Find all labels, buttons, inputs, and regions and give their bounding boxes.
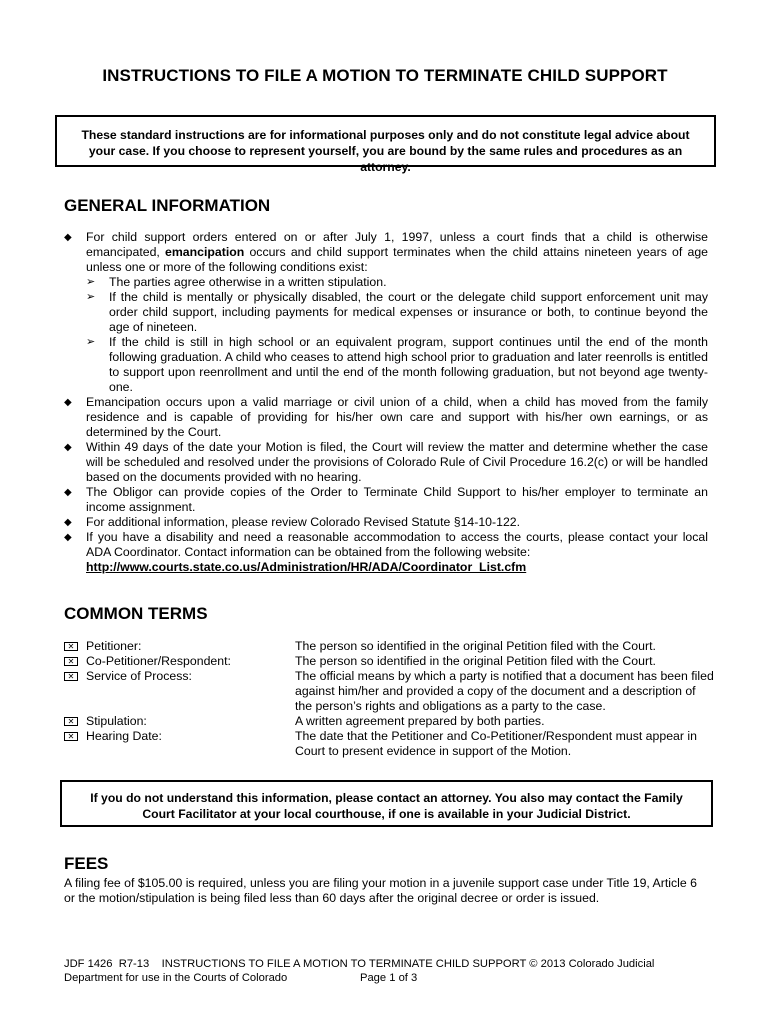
contact-attorney-text: If you do not understand this information, please contact an attorney. You also may contact the Family Court Facilitator at your local courthouse, if one is available in your Judicial District. [90,791,683,821]
term-name: Co-Petitioner/Respondent: [86,654,231,668]
checkbox-x-icon: ✕ [64,672,78,681]
arrow-bullet-icon: ➢ [86,291,96,303]
list-item: ◆ Within 49 days of the date your Motion is filed, the Court will review the matter and determine whether the case will be scheduled and resolved under the provisions of Colorado Rule of Civil Procedure 16.2(c) or will be handled based on the documents provided with no hearing. [64,440,708,484]
term-row [64,729,714,759]
term-definition: The official means by which a party is notified that a document has been filed against him/her and provided a copy of the document and a description of the person’s rights and obligations as a party to the case. [295,669,714,713]
term-definition: The person so identified in the original Petition filed with the Court. [295,639,656,653]
revision: R7-13 [118,958,150,970]
conditions-sublist [86,275,708,395]
diamond-bullet-icon: ◆ [64,442,72,453]
diamond-bullet-icon: ◆ [64,397,72,408]
common-terms-heading: COMMON TERMS [64,604,208,623]
term-name: Stipulation: [86,714,147,728]
term-row [64,714,714,729]
checkbox-x-icon: ✕ [64,732,78,741]
footer-title: INSTRUCTIONS TO FILE A MOTION TO TERMINATE CHILD SUPPORT © 2013 Colorado Judicial [161,958,655,970]
term-row [64,639,714,654]
disclaimer-text: These standard instructions are for informational purposes only and do not constitute legal advice about your case. If you choose to represent yourself, you are bound by the same rules and procedures as an attorney. [81,128,690,174]
fees-heading: FEES [64,854,109,873]
term-definition: The person so identified in the original Petition filed with the Court. [295,654,656,668]
page-number: Page 1 of 3 [360,972,418,984]
arrow-bullet-icon: ➢ [86,276,96,288]
ada-coordinator-link[interactable]: http://www.courts.state.co.us/Administration/HR/ADA/Coordinator_List.cfm [86,560,527,574]
general-information-list [64,230,708,575]
footer-department: Department for use in the Courts of Colorado [64,972,288,984]
diamond-bullet-icon: ◆ [64,232,72,243]
checkbox-x-icon: ✕ [64,642,78,651]
list-item: ◆ For additional information, please review Colorado Revised Statute §14-10-122. [64,515,521,529]
term-row [64,669,714,714]
term-name: Petitioner: [86,639,142,653]
page-title: INSTRUCTIONS TO FILE A MOTION TO TERMINATE CHILD SUPPORT [102,66,668,85]
sub-list-item: ➢ If the child is still in high school or an equivalent program, support continues until the end of the month following graduation. A child who ceases to attend high school prior to graduation and later reenrolls is entitled to support upon reenrollment and until the end of the month following graduation, but not beyond age twenty-one. [86,335,708,394]
term-name: Hearing Date: [86,729,162,743]
general-information-heading: GENERAL INFORMATION [64,196,271,215]
contact-attorney-box [60,780,713,827]
sub-list-item: ➢ If the child is mentally or physically disabled, the court or the delegate child support enforcement unit may order child support, including payments for medical expenses or insurance or both, to continue beyond the age of nineteen. [86,290,708,334]
checkbox-x-icon: ✕ [64,717,78,726]
term-definition: A written agreement prepared by both parties. [295,714,545,728]
list-item: ◆ If you have a disability and need a reasonable accommodation to access the courts, please contact your local ADA Coordinator. Contact information can be obtained from the following website: http://www.courts.state.co.us/Administration/HR/ADA/Coordinator_List.cfm [64,530,708,574]
list-item: ◆ Emancipation occurs upon a valid marriage or civil union of a child, when a child has moved from the family residence and is capable of providing for his/her own care and support with his/her own earnings, or as determined by the Court. [64,395,708,439]
form-id: JDF 1426 [64,958,113,970]
diamond-bullet-icon: ◆ [64,532,72,543]
arrow-bullet-icon: ➢ [86,336,96,348]
list-item: ◆ For child support orders entered on or after July 1, 1997, unless a court finds that a child is otherwise emancipated, emancipation occurs and child support terminates when the child attains nineteen years of age unless one or more of the following conditions exist: ➢ The parties agree otherwise in a written stipulation. ➢ If the child is mentally or physically disabled, the court or the delegate child support enforcement unit may order child support, including payments for medical expenses or insurance or both, to continue beyond the age of nineteen. ➢ If the child is still in high school or an equivalent program, support continues until the end of the month following graduation. A child who ceases to attend high school prior to graduation and later reenrolls is entitled to support upon reenrollment and until the end of the month following graduation, but not beyond age twenty-one. [64,230,709,394]
disclaimer-box [55,115,716,174]
page-footer [64,957,714,985]
list-item: ◆ The Obligor can provide copies of the Order to Terminate Child Support to his/her employer to terminate an income assignment. [64,485,708,514]
diamond-bullet-icon: ◆ [64,487,72,498]
common-terms-list [64,639,714,759]
term-definition: The date that the Petitioner and Co-Petitioner/Respondent must appear in Court to present evidence in support of the Motion. [295,729,697,758]
sub-list-item: ➢ The parties agree otherwise in a written stipulation. [86,275,387,289]
diamond-bullet-icon: ◆ [64,517,72,528]
term-row [64,654,714,669]
term-name: Service of Process: [86,669,192,683]
fees-text: A filing fee of $105.00 is required, unless you are filing your motion in a juvenile support case under Title 19, Article 6 or the motion/stipulation is being filed less than 60 days after the original decree or order is issued. [64,876,697,905]
checkbox-x-icon: ✕ [64,657,78,666]
